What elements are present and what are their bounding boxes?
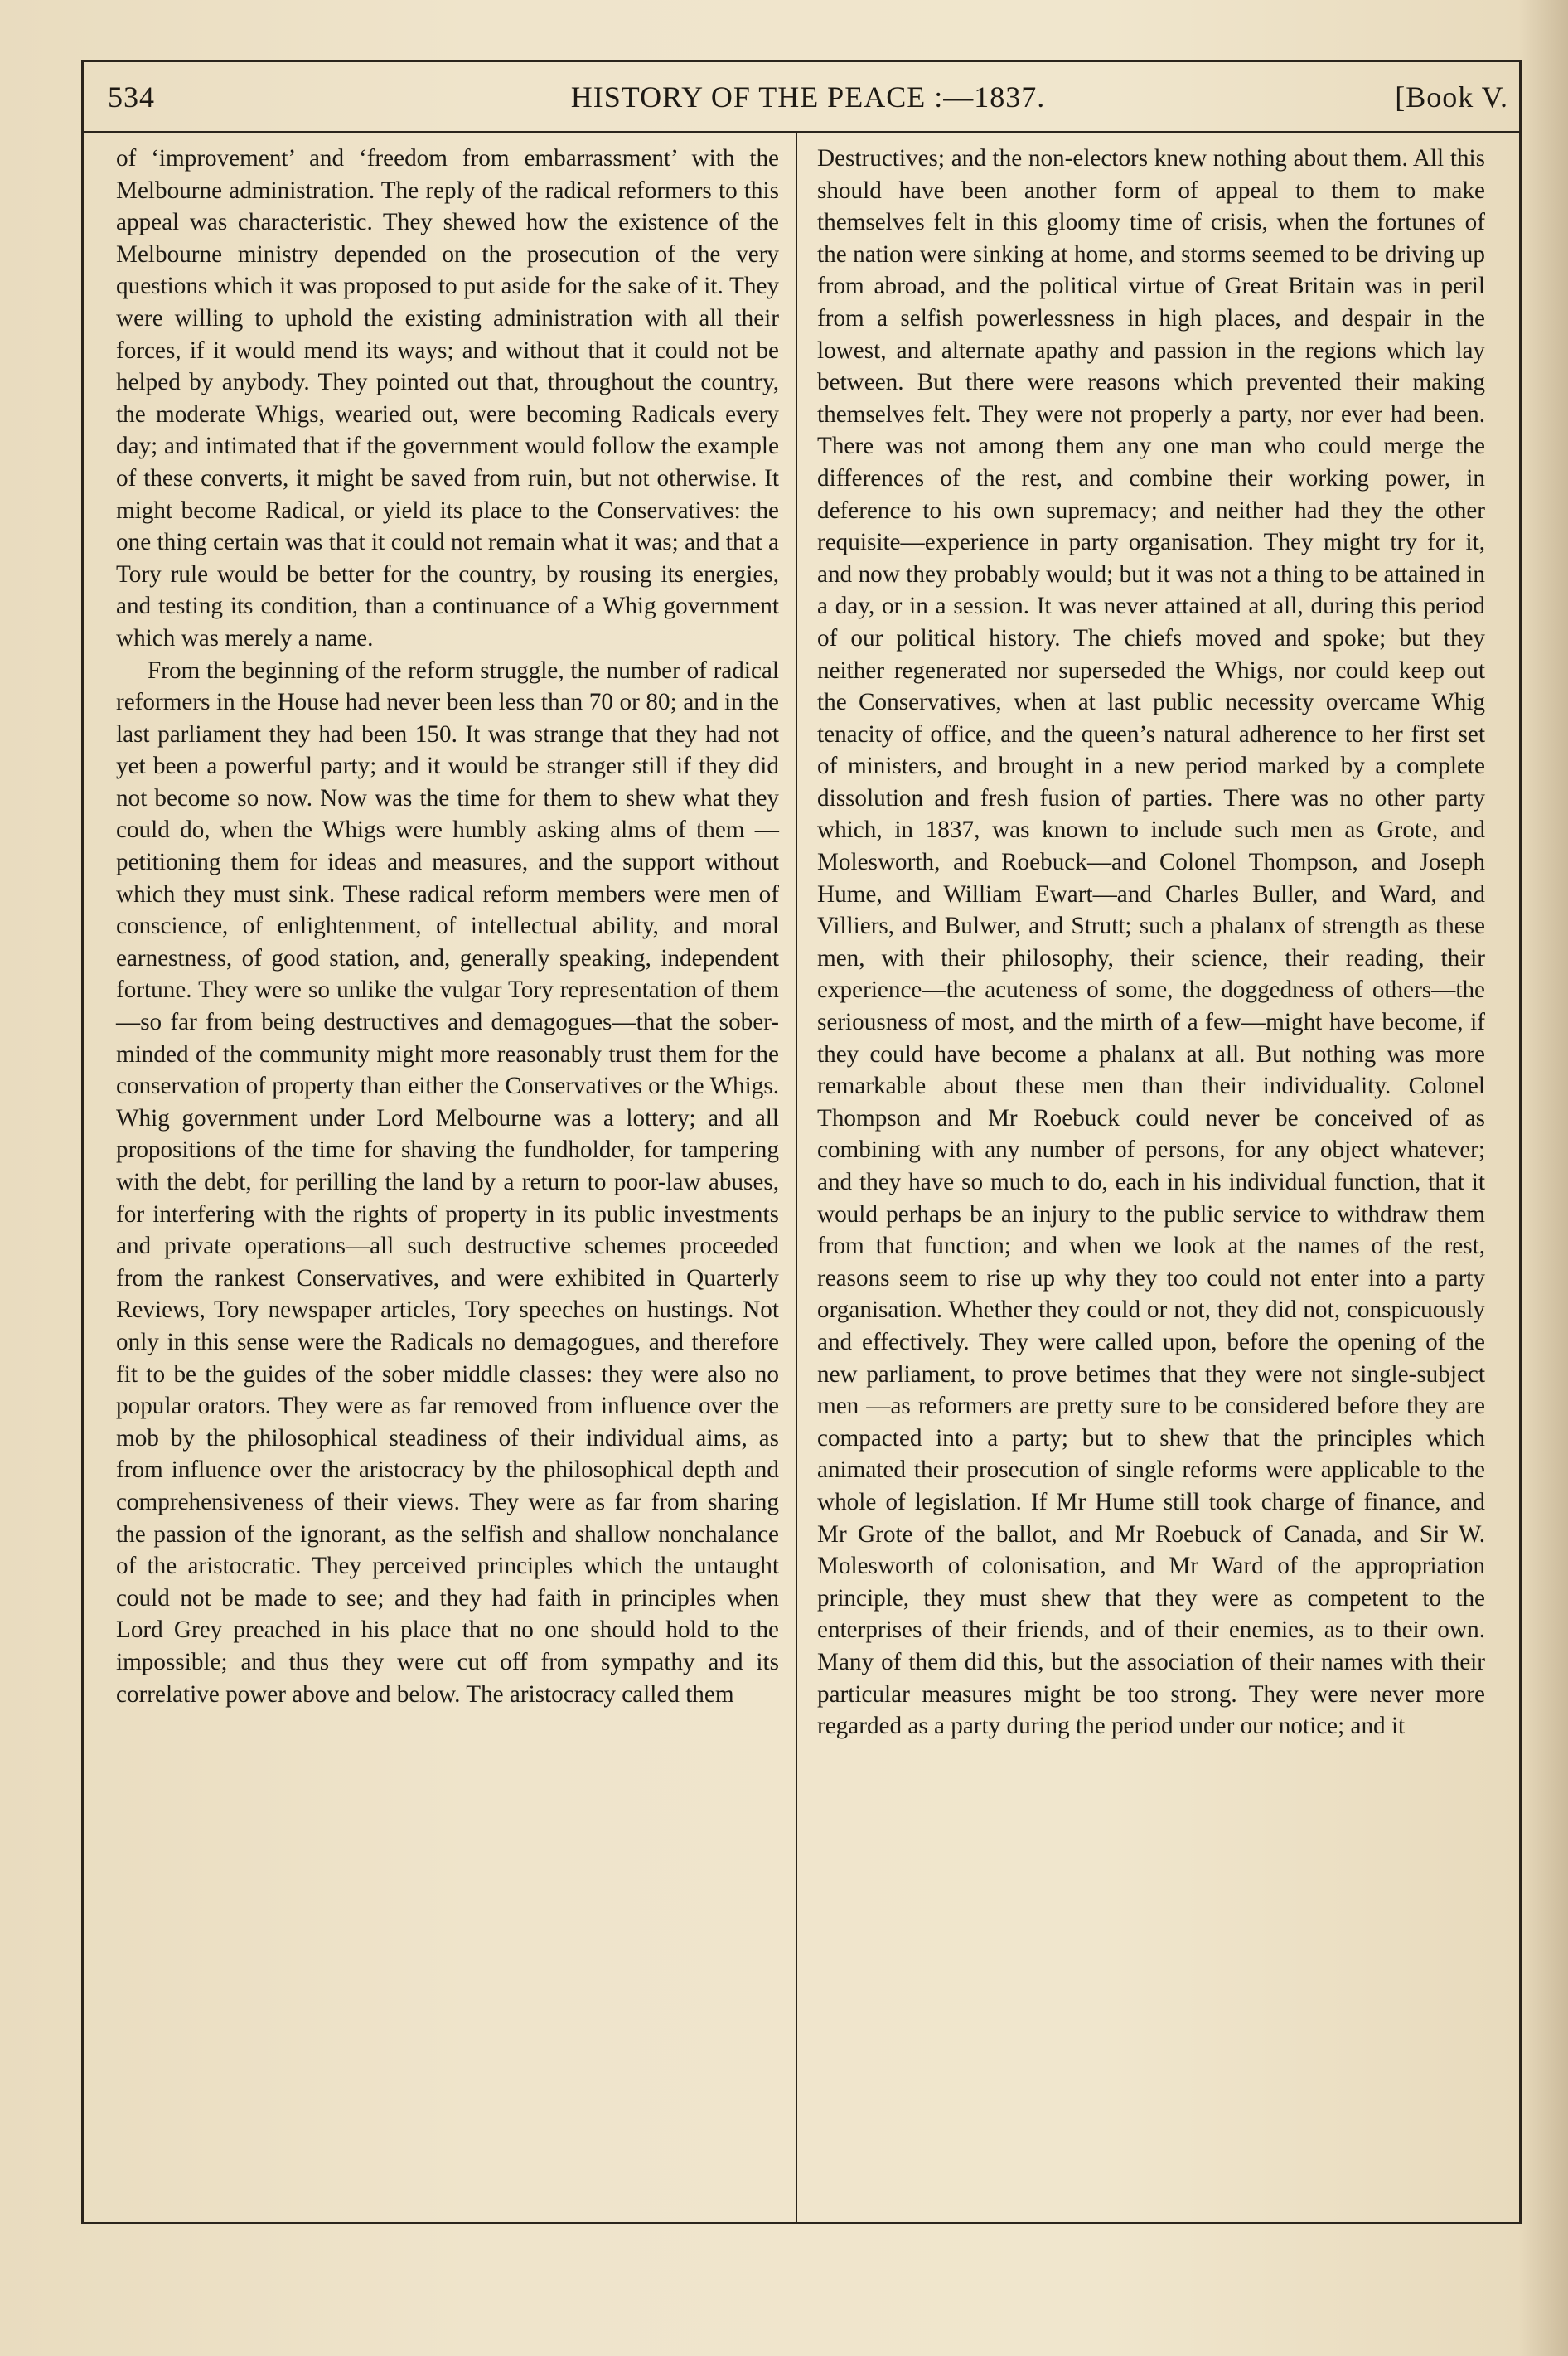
bottom-border-rule — [81, 2222, 1522, 2224]
header-rule — [81, 131, 1522, 133]
left-border-rule — [81, 60, 84, 2223]
left-column — [116, 143, 779, 2215]
paragraph: of ‘improvement’ and ‘freedom from embarrassment’ with the Melbourne administration. The reply of the radical reformers to this appeal was characteristic. They shewed how the existence of the Melbourne ministry depended on the prosecution of the very questions which it was proposed to put aside for the sake of it. They were willing to uphold the existing administration with all their forces, if it would mend its ways; and without that it could not be helped by anybody. They pointed out that, throughout the country, the moderate Whigs, wearied out, were becoming Radicals every day; and intimated that if the government would follow the example of these converts, it might be saved from ruin, but not otherwise. It might become Radical, or yield its place to the Conservatives: the one thing certain was that it could not remain what it was; and that a Tory rule would be better for the country, by rousing its energies, and testing its condition, than a continuance of a Whig government which was merely a name. — [116, 145, 779, 652]
right-border-rule — [1519, 60, 1522, 2223]
book-label: [Book V. — [1395, 80, 1508, 114]
running-header — [108, 80, 1508, 123]
right-column — [817, 143, 1485, 2215]
paragraph: Destructives; and the non-electors knew nothing about them. All this should have been another form of appeal to them to make themselves felt in this gloomy time of crisis, when the fortunes of the nation were sinking at home, and storms seemed to be driving up from abroad, and the political virtue of Great Britain was in peril from a selfish powerlessness in high places, and despair in the lowest, and alternate apathy and passion in the regions which lay between. But there were reasons which prevented their making themselves felt. They were not properly a party, nor ever had been. There was not among them any one man who could merge the differences of the rest, and combine their working power, in deference to his own supremacy; and neither had they the other requisite—experience in party organisation. They might try for it, and now they probably would; but it was not a thing to be attained in a day, or in a session. It was never attained at all, during this period of our political history. The chiefs moved and spoke; but they neither regenerated nor superseded the Whigs, nor could keep out the Conservatives, when at last public necessity overcame Whig tenacity of office, and the queen’s natural adherence to her first set of ministers, and brought in a new period marked by a complete dissolution and fresh fusion of parties. There was no other party which, in 1837, was known to include such men as Grote, and Molesworth, and Roebuck—and Colonel Thompson, and Joseph Hume, and William Ewart—and Charles Buller, and Ward, and Villiers, and Bulwer, and Strutt; such a phalanx of strength as these men, with their philosophy, their science, their reading, their experience—the acuteness of some, the doggedness of others—the seriousness of most, and the mirth of a few—might have become, if they could have become a phalanx at all. But nothing was more remarkable about these men than their individuality. Colonel Thompson and Mr Roebuck could never be conceived of as combining with any number of persons, for any object whatever; and they have so much to do, each in his individual function, that it would perhaps be an injury to the public service to withdraw them from that function; and when we look at the names of the rest, reasons seem to rise up why they too could not enter into a party organisation. Whether they could or not, they did not, conspicuously and effectively. They were called upon, before the opening of the new parliament, to prove betimes that they were not single-subject men —as reformers are pretty sure to be considered before they are compacted into a party; but to shew that the principles which animated their prosecution of single reforms were applicable to the whole of legislation. If Mr Hume still took charge of finance, and Mr Grote of the ballot, and Mr Roebuck of Canada, and Sir W. Molesworth of colonisation, and Mr Ward of the appropriation principle, they must shew that they were as competent to the enterprises of their friends, and of their enemies, as to their own. Many of them did this, but the association of their names with their particular measures might be too strong. They were never more regarded as a party during the period under our notice; and it — [817, 145, 1485, 1740]
running-title: HISTORY OF THE PEACE :—1837. — [570, 80, 1046, 114]
column-divider — [796, 133, 797, 2222]
top-border-rule — [81, 60, 1522, 62]
paragraph: From the beginning of the reform struggle, the number of radical reformers in the House had never been less than 70 or 80; and in the last parliament they had been 150. It was strange that they had not yet been a powerful party; and it would be stranger still if they did not become so now. Now was the time for them to shew what they could do, when the Whigs were humbly asking alms of them —petitioning them for ideas and measures, and the support without which they must sink. These radical reform members were men of conscience, of enlightenment, of intellectual ability, and moral earnestness, of good station, and, generally speaking, independent fortune. They were so unlike the vulgar Tory representation of them—so far from being destructives and demagogues—that the sober-minded of the community might more reasonably trust them for the conservation of property than either the Conservatives or the Whigs. Whig government under Lord Melbourne was a lottery; and all propositions of the time for shaving the fundholder, for tampering with the debt, for perilling the land by a return to poor-law abuses, for interfering with the rights of property in its public investments and private operations—all such destructive schemes proceeded from the rankest Conservatives, and were exhibited in Quarterly Reviews, Tory newspaper articles, Tory speeches on hustings. Not only in this sense were the Radicals no demagogues, and therefore fit to be the guides of the sober middle classes: they were also no popular orators. They were as far removed from influence over the mob by the philosophical steadiness of their individual aims, as from influence over the aristocracy by the philosophical depth and comprehensiveness of their views. They were as far from sharing the passion of the ignorant, as the selfish and shallow nonchalance of the aristocratic. They perceived principles which the untaught could not be made to see; and they had faith in principles when Lord Grey preached in his place that no one should hold to the impossible; and thus they were cut off from sympathy and its correlative power above and below. The aristocracy called them — [116, 657, 779, 1708]
binding-shadow — [1518, 0, 1568, 2356]
page-number: 534 — [108, 80, 155, 114]
